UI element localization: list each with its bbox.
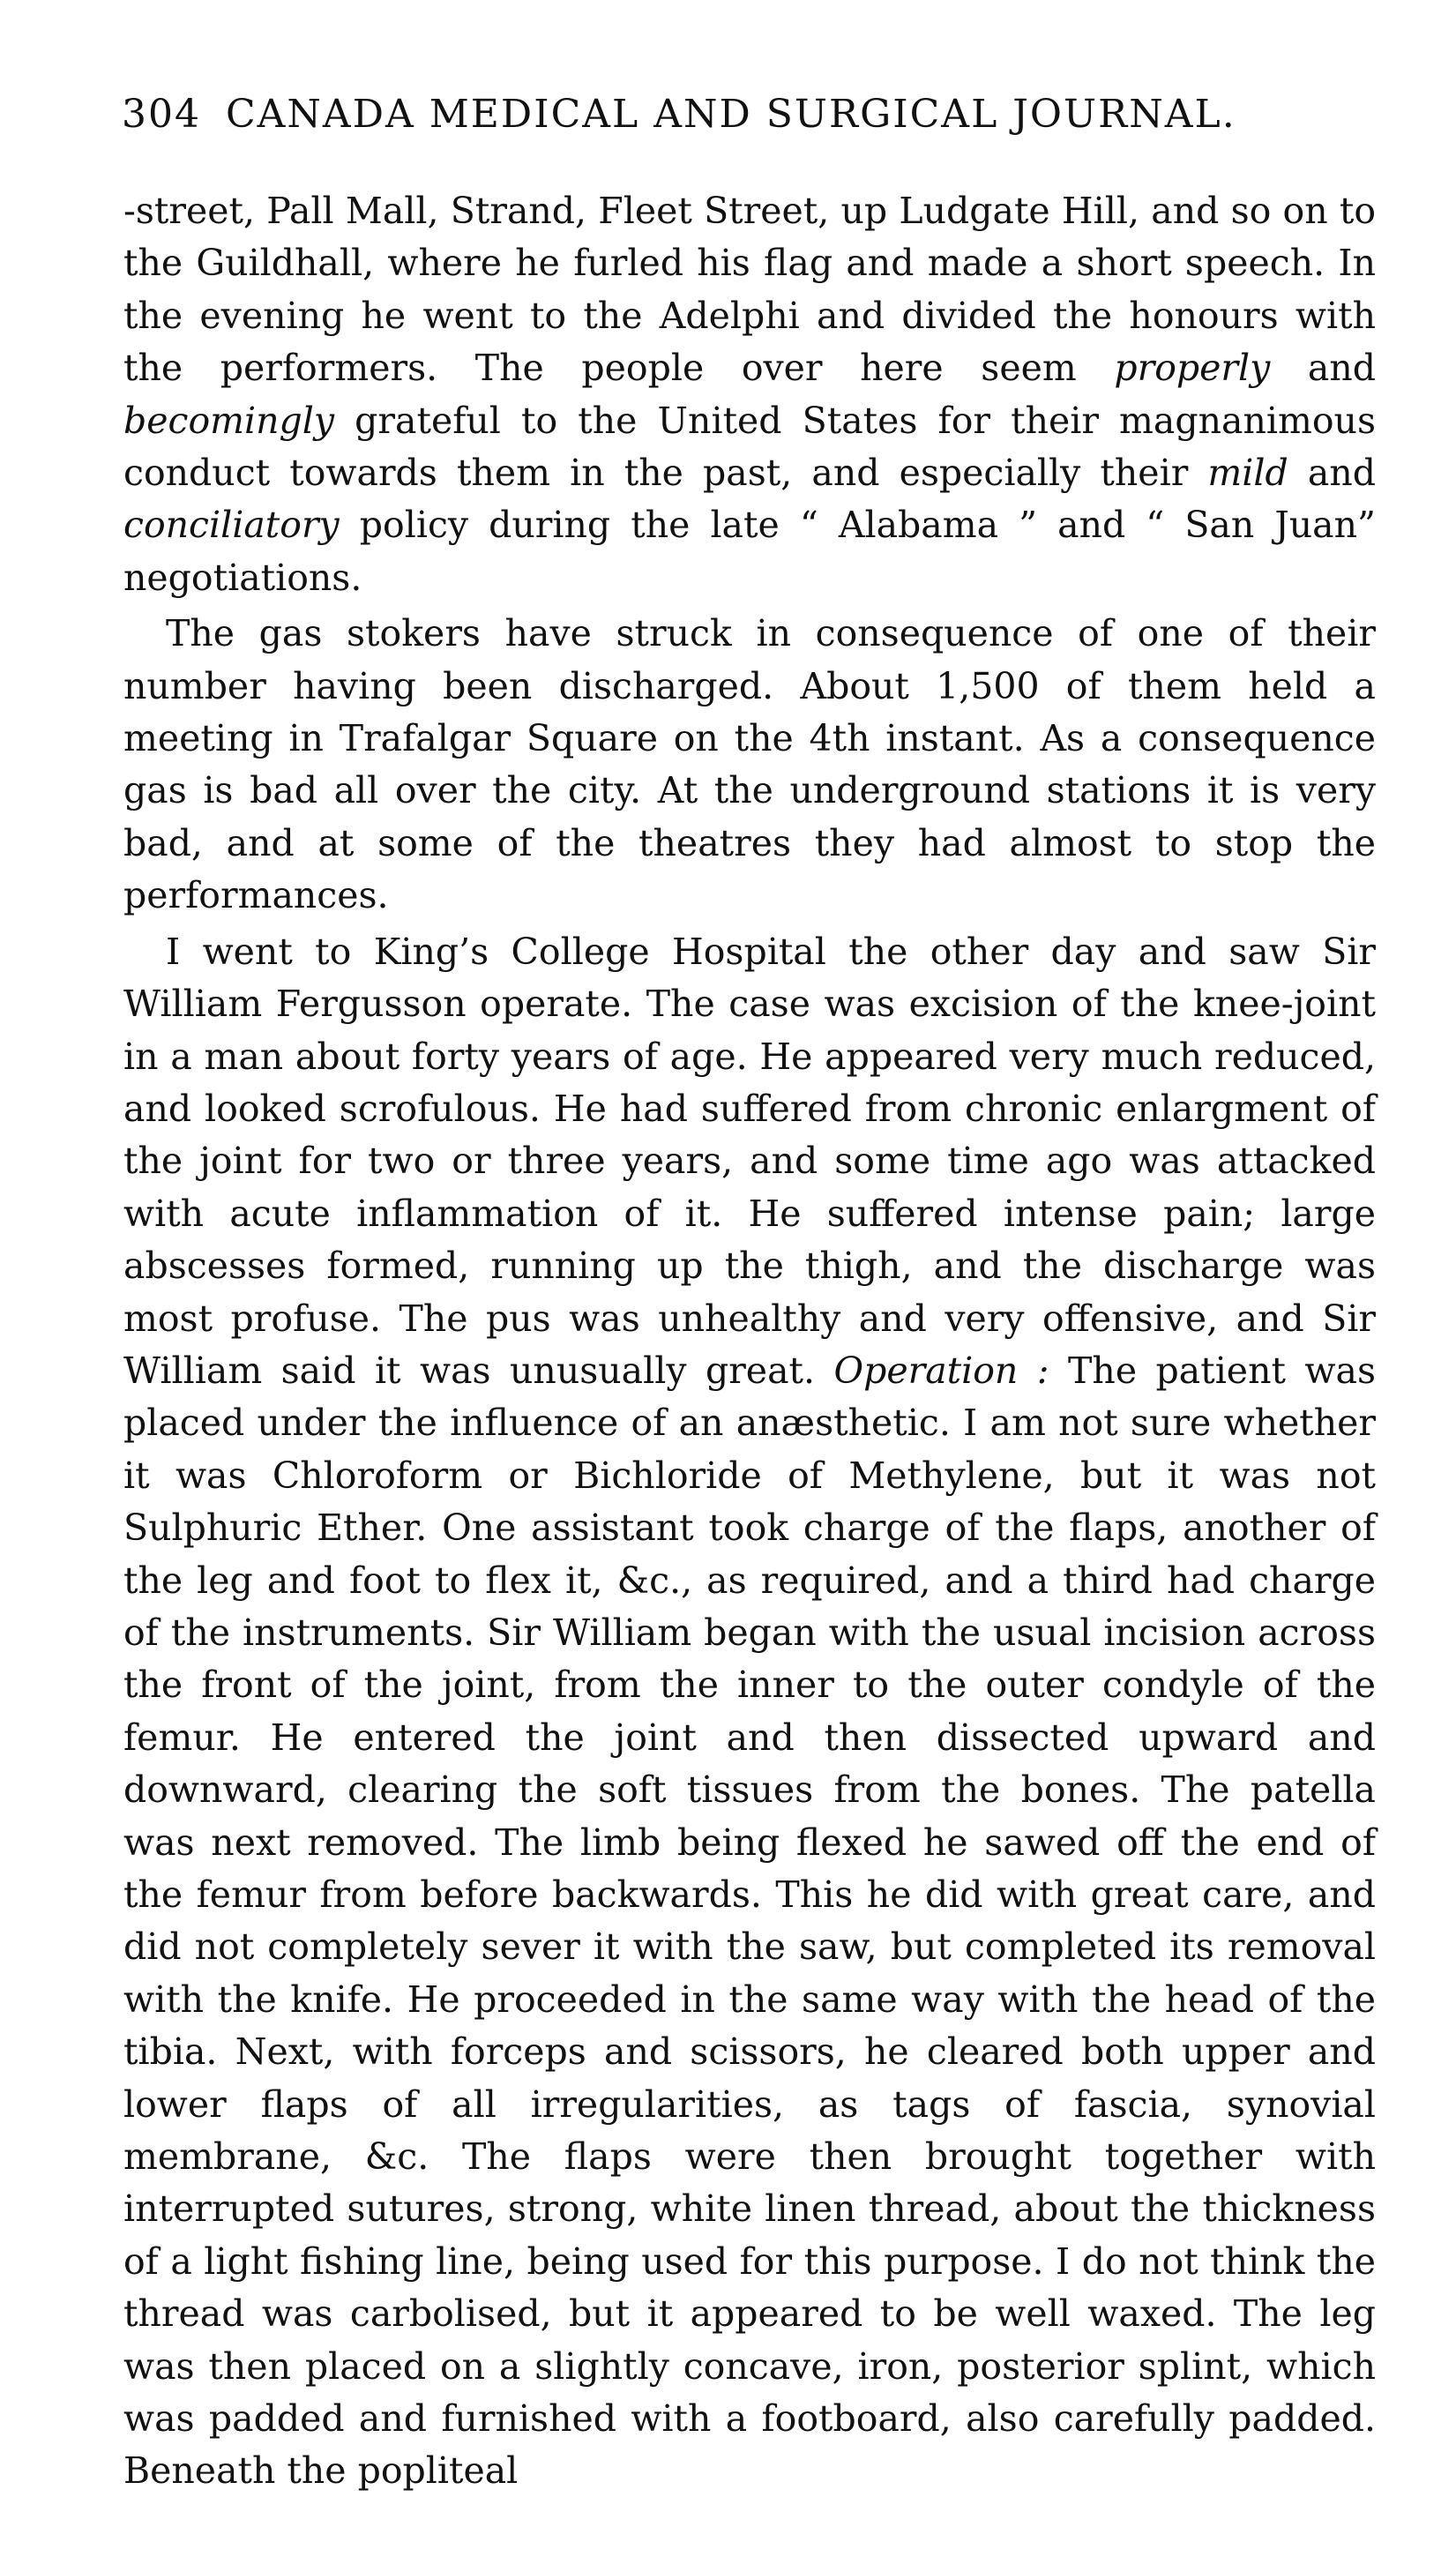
paragraph-gas-stokers: The gas stokers have struck in consequence of one of their number having been discharged. About 1,500 of them held a meeting in Trafalgar Square on the 4th instant. As a consequence gas is bad all over the city. At the underground stations it is very bad, and at some of the theatres they had almost to stop the performances.: [123, 612, 1376, 917]
running-header: [122, 88, 1374, 141]
article-body: [123, 185, 1376, 2498]
page-number: 304: [122, 92, 201, 137]
italic-word: Operation :: [833, 1349, 1049, 1392]
italic-word: properly: [1114, 347, 1271, 390]
italic-word: mild: [1207, 452, 1288, 495]
italic-word: becomingly: [123, 399, 335, 442]
paragraph-knee-excision: I went to King’s College Hospital the other day and saw Sir William Fergusson operate. The case was excision of the knee-joint in a man about forty years of age. He appeared very much reduced, and looked scrofulous. He had suffered from chronic enlargment of the joint for two or three years, and some time ago was attacked with acute inflammation of it. He suffered intense pain; large abscesses formed, running up the thigh, and the discharge was most profuse. The pus was unhealthy and very offensive, and Sir William said it was unusually great. Operation : The patient was placed under the influence of an anæsthetic. I am not sure whether it was Chloroform or Bichloride of Methylene, but it was not Sulphuric Ether. One assistant took charge of the flaps, another of the leg and foot to flex it, &c., as required, and a third had charge of the instruments. Sir William began with the usual incision across the front of the joint, from the inner to the outer condyle of the femur. He entered the joint and then dissected upward and downward, clearing the soft tissues from the bones. The patella was next removed. The limb being flexed he sawed off the end of the femur from before backwards. This he did with great care, and did not completely sever it with the saw, but completed its removal with the knife. He proceeded in the same way with the head of the tibia. Next, with forceps and scissors, he cleared both upper and lower flaps of all irregularities, as tags of fascia, synovial membrane, &c. The flaps were then brought together with interrupted sutures, strong, white linen thread, about the thickness of a light fishing line, being used for this purpose. I do not think the thread was carbolised, but it appeared to be well waxed. The leg was then placed on a slightly concave, iron, posterior splint, which was padded and furnished with a footboard, also carefully padded. Beneath the popliteal: [123, 930, 1376, 2493]
journal-title: CANADA MEDICAL AND SURGICAL JOURNAL.: [225, 92, 1236, 137]
italic-word: conciliatory: [123, 504, 340, 547]
paragraph-procession: -street, Pall Mall, Strand, Fleet Street, up Ludgate Hill, and so on to the Guildhall, where he furled his flag and made a short speech. In the evening he went to the Adelphi and divided the honours with the performers. The people over here seem properly and becomingly grateful to the United States for their magnanimous conduct towards them in the past, and especially their mild and conciliatory policy during the late “ Alabama ” and “ San Juan” negotiations.: [123, 190, 1376, 599]
